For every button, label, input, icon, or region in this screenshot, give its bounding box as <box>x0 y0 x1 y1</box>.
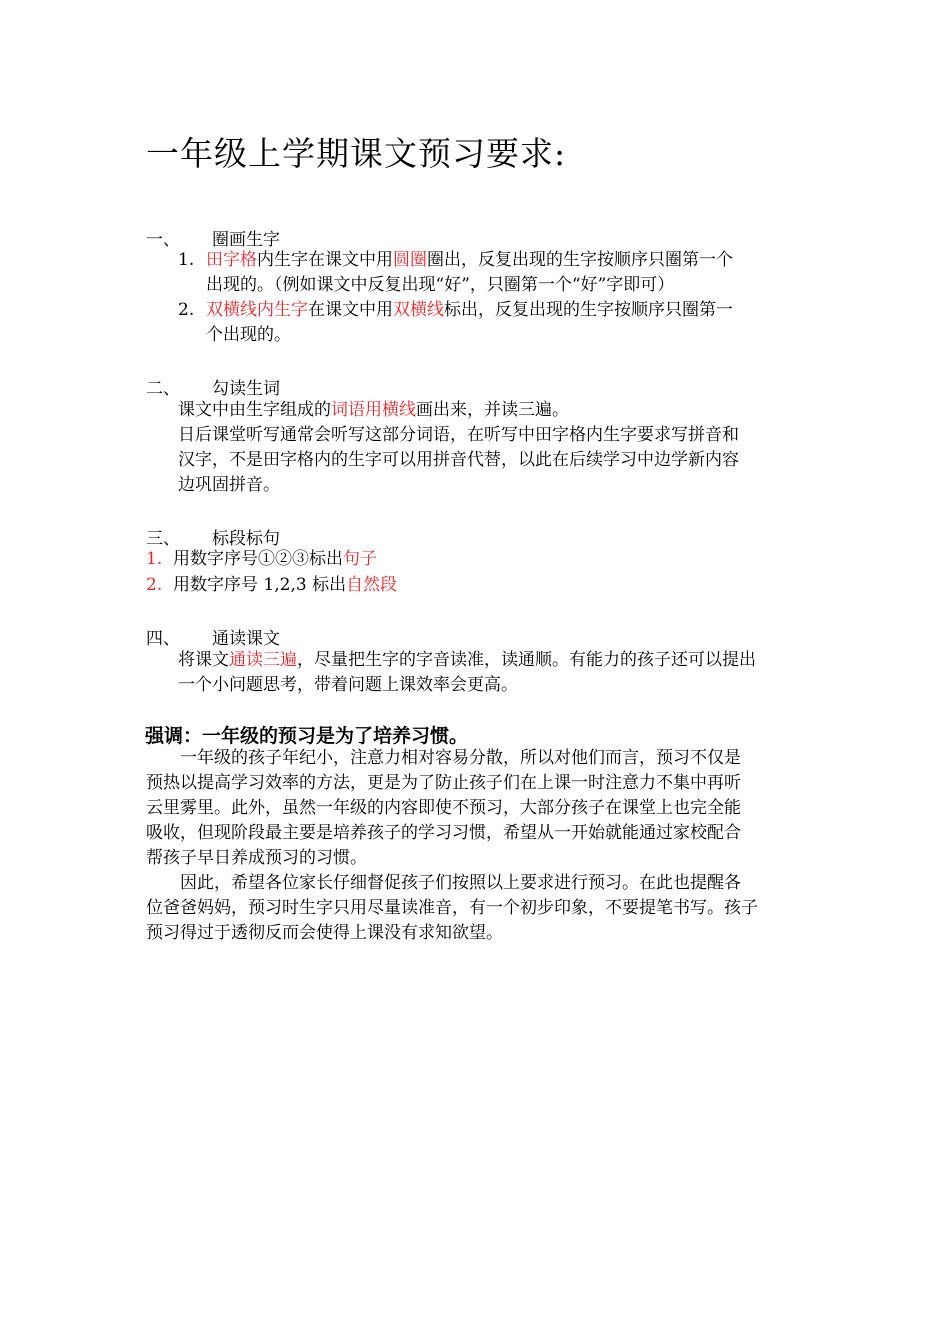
line-text: 将课文 <box>178 650 229 670</box>
highlight-text: 自然段 <box>346 575 398 595</box>
paragraph-line <box>178 398 569 423</box>
list-item-continuation: 出现的。（例如课文中反复出现“好”，只圈第一个“好”字即可） <box>206 275 675 295</box>
highlight-text: 双横线 <box>393 300 444 320</box>
item-text: 内生字在课文中用 <box>257 250 393 270</box>
list-item <box>178 298 733 323</box>
item-text: 用数字序号 1,2,3 标出 <box>173 575 347 595</box>
item-text: 用数字序号①②③标出 <box>173 549 343 569</box>
section-title: 勾读生词 <box>212 379 280 399</box>
section-number: 二、 <box>146 379 180 399</box>
highlight-text: 通读三遍 <box>229 650 297 670</box>
section-number: 一、 <box>146 230 180 250</box>
list-item-continuation: 个出现的。 <box>206 325 291 345</box>
item-text: 标出，反复出现的生字按顺序只圈第一 <box>444 300 733 320</box>
list-marker: 2. <box>146 575 163 595</box>
highlight-text: 田字格 <box>206 250 257 270</box>
paragraph-line: 边巩固拼音。 <box>178 475 280 495</box>
paragraph-line: 云里雾里。此外，虽然一年级的内容即使不预习，大部分孩子在课堂上也完全能 <box>146 798 741 818</box>
section-3-heading <box>146 524 280 549</box>
list-item <box>146 547 377 572</box>
section-number: 三、 <box>146 529 180 549</box>
section-2-heading <box>146 374 280 399</box>
line-text: ，尽量把生字的字音读准，读通顺。有能力的孩子还可以提出 <box>297 650 756 670</box>
paragraph-line: 一年级的孩子年纪小，注意力相对容易分散，所以对他们而言，预习不仅是 <box>146 748 741 768</box>
section-title: 标段标句 <box>212 529 280 549</box>
section-1-heading <box>146 225 280 250</box>
emphasis-heading: 强调：一年级的预习是为了培养习惯。 <box>145 725 469 747</box>
highlight-text: 句子 <box>343 549 377 569</box>
item-text: 圈出，反复出现的生字按顺序只圈第一个 <box>427 250 733 270</box>
section-4-heading <box>146 624 280 649</box>
paragraph-line: 一个小问题思考，带着问题上课效率会更高。 <box>178 675 518 695</box>
paragraph-line: 帮孩子早日养成预习的习惯。 <box>146 848 367 868</box>
paragraph-line: 吸收，但现阶段最主要是培养孩子的学习习惯，希望从一开始就能通过家校配合 <box>146 823 741 843</box>
paragraph-line: 预热以提高学习效率的方法，更是为了防止孩子们在上课一时注意力不集中再听 <box>146 773 741 793</box>
line-text: 画出来，并读三遍。 <box>416 400 569 420</box>
line-text: 课文中由生字组成的 <box>178 400 331 420</box>
highlight-text: 词语用横线 <box>331 400 416 420</box>
list-item <box>146 573 397 598</box>
section-title: 通读课文 <box>212 629 280 649</box>
paragraph-line: 因此，希望各位家长仔细督促孩子们按照以上要求进行预习。在此也提醒各 <box>146 873 741 893</box>
paragraph-line: 预习得过于透彻反而会使得上课没有求知欲望。 <box>146 923 503 943</box>
paragraph-line: 汉字，不是田字格内的生字可以用拼音代替，以此在后续学习中边学新内容 <box>178 450 739 470</box>
paragraph-line: 日后课堂听写通常会听写这部分词语，在听写中田字格内生字要求写拼音和 <box>178 425 739 445</box>
list-marker: 2. <box>178 300 195 320</box>
item-text: 在课文中用 <box>308 300 393 320</box>
paragraph-line: 位爸爸妈妈，预习时生字只用尽量读准音，有一个初步印象，不要提笔书写。孩子 <box>146 898 758 918</box>
highlight-text: 圆圈 <box>393 250 427 270</box>
list-marker: 1. <box>146 549 163 569</box>
section-number: 四、 <box>146 629 180 649</box>
list-marker: 1. <box>178 250 195 270</box>
page-title: 一年级上学期课文预习要求: <box>146 134 567 173</box>
section-title: 圈画生字 <box>212 230 280 250</box>
paragraph-line <box>178 648 756 673</box>
list-item <box>178 248 733 273</box>
highlight-text: 双横线内生字 <box>206 300 308 320</box>
